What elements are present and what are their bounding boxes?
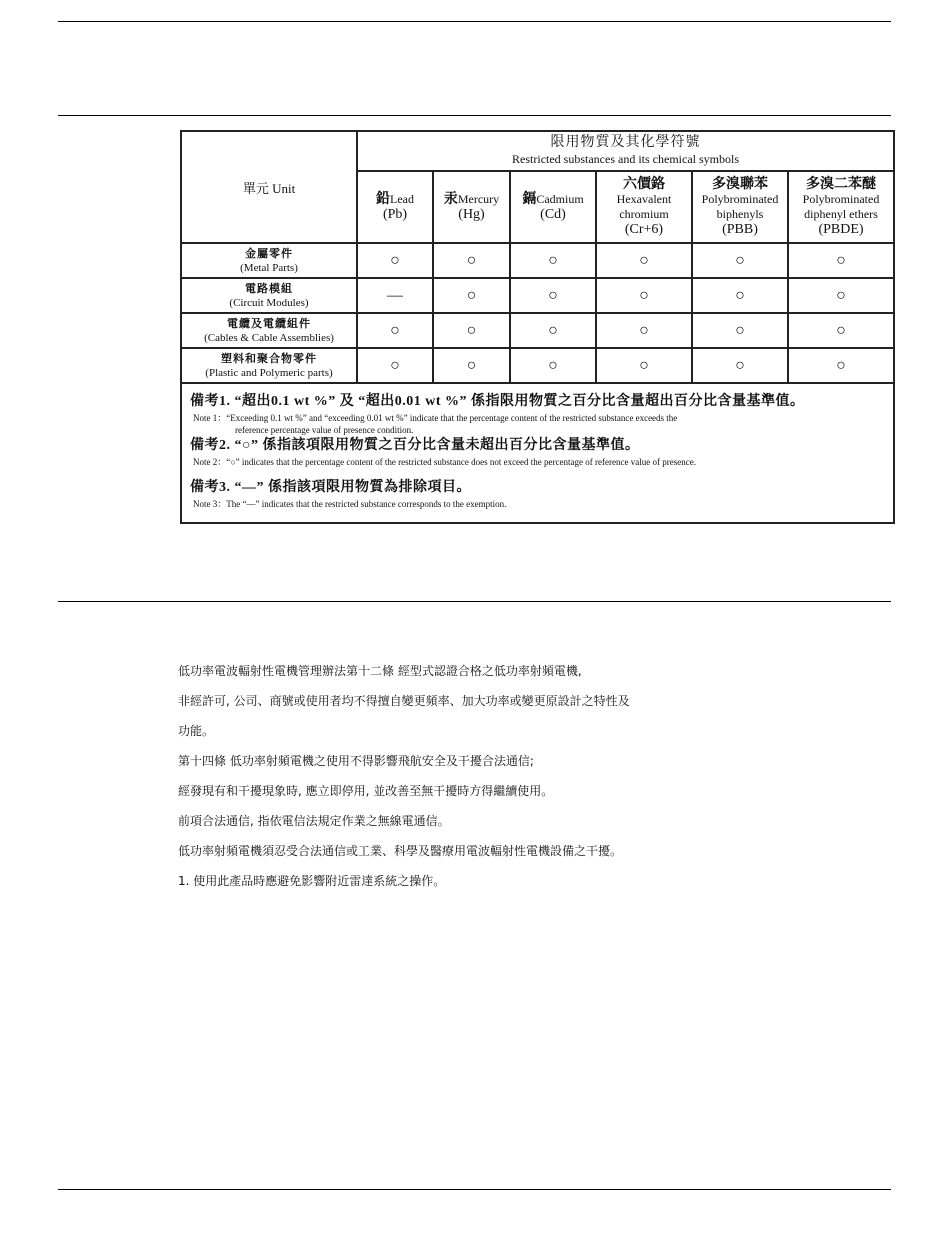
regulation-paragraph: 低功率電波輻射性電機管理辦法第十二條 經型式認證合格之低功率射頻電機, — [178, 664, 582, 678]
restricted-substances-table — [180, 130, 895, 524]
row-label-en: (Cables & Cable Assemblies) — [204, 331, 334, 344]
presence-mark: ○ — [510, 243, 596, 278]
row-label-en: (Circuit Modules) — [229, 296, 309, 309]
presence-mark: ○ — [692, 278, 788, 313]
table-row — [181, 278, 894, 313]
row-label-zh: 電纜及電纜組件 — [227, 317, 311, 330]
presence-mark: ○ — [596, 348, 692, 383]
regulation-paragraph: 非經許可, 公司、商號或使用者均不得擅自變更頻率、加大功率或變更原設計之特性及 — [178, 694, 630, 708]
row-label — [181, 313, 357, 348]
top-rule — [58, 21, 891, 22]
presence-mark: ○ — [357, 348, 433, 383]
substance-header — [510, 171, 596, 243]
substance-zh: 鎘 — [522, 192, 537, 207]
note-3-zh: 備考3. “—” 係指該項限用物質為排除項目。 — [190, 480, 471, 495]
substance-symbol: (Cd) — [540, 207, 566, 222]
presence-mark: ○ — [357, 243, 433, 278]
regulation-paragraph: 前項合法通信, 指依電信法規定作業之無線電通信。 — [178, 814, 450, 828]
substance-en: Cadmium — [536, 192, 584, 206]
presence-mark: ○ — [433, 243, 510, 278]
row-label-en: (Plastic and Polymeric parts) — [205, 366, 333, 379]
note-3-en: Note 3：The “—” indicates that the restricted substance corresponds to the exemption. — [193, 499, 507, 509]
substance-symbol: (Hg) — [458, 207, 485, 222]
substance-header — [692, 171, 788, 243]
substance-header — [433, 171, 510, 243]
substance-symbol: (Cr+6) — [624, 222, 664, 237]
presence-mark: ○ — [433, 278, 510, 313]
presence-mark: ○ — [596, 278, 692, 313]
unit-label: 單元 Unit — [242, 180, 296, 196]
presence-mark: ○ — [788, 313, 894, 348]
table-notes — [181, 383, 894, 523]
footer-rule — [58, 1189, 891, 1190]
restricted-substances-table-image — [180, 130, 893, 524]
substance-zh: 鉛 — [376, 192, 390, 207]
substances-header — [357, 131, 894, 171]
presence-mark: — — [357, 278, 433, 313]
substance-symbol: (Pb) — [382, 207, 408, 222]
substance-en: diphenyl ethers — [804, 207, 878, 221]
presence-mark: ○ — [596, 243, 692, 278]
row-label — [181, 348, 357, 383]
presence-mark: ○ — [433, 348, 510, 383]
substance-zh: 六價鉻 — [623, 177, 665, 192]
row-label-zh: 金屬零件 — [245, 247, 293, 260]
table-row — [181, 243, 894, 278]
substance-zh: 多溴聯苯 — [712, 177, 768, 192]
substance-symbol: (PBB) — [722, 222, 758, 237]
substance-zh: 汞 — [443, 192, 458, 207]
regulation-paragraph: 低功率射頻電機須忍受合法通信或工業、科學及醫療用電波輻射性電機設備之干擾。 — [178, 844, 623, 858]
regulation-paragraph: 1. 使用此產品時應避免影響附近雷達系統之操作。 — [178, 874, 446, 888]
presence-mark: ○ — [788, 243, 894, 278]
presence-mark: ○ — [510, 278, 596, 313]
substances-header-en: Restricted substances and its chemical symbols — [512, 152, 739, 166]
regulation-paragraph: 經發現有和干擾現象時, 應立即停用, 並改善至無干擾時方得繼續使用。 — [178, 784, 554, 798]
regulation-paragraph: 第十四條 低功率射頻電機之使用不得影響飛航安全及干擾合法通信; — [178, 754, 534, 768]
presence-mark: ○ — [433, 313, 510, 348]
presence-mark: ○ — [692, 243, 788, 278]
row-label — [181, 278, 357, 313]
row-label-zh: 電路模組 — [245, 282, 293, 295]
note-1-zh: 備考1. “超出0.1 wt %” 及 “超出0.01 wt %” 係指限用物質之百分比含量超出百分比含量基準值。 — [190, 394, 805, 409]
table-row — [181, 348, 894, 383]
presence-mark: ○ — [596, 313, 692, 348]
substance-en: chromium — [619, 207, 669, 221]
presence-mark: ○ — [510, 348, 596, 383]
substance-header — [596, 171, 692, 243]
row-label — [181, 243, 357, 278]
presence-mark: ○ — [510, 313, 596, 348]
section-rule — [58, 601, 891, 602]
row-label-zh: 塑料和聚合物零件 — [221, 352, 317, 365]
regulation-paragraph: 功能。 — [178, 724, 215, 738]
presence-mark: ○ — [692, 313, 788, 348]
presence-mark: ○ — [788, 278, 894, 313]
substance-en: Polybrominated — [802, 192, 880, 206]
substance-symbol: (PBDE) — [818, 222, 864, 237]
presence-mark: ○ — [357, 313, 433, 348]
section-rule — [58, 115, 891, 116]
substance-en: Hexavalent — [616, 192, 672, 206]
substance-en: Lead — [390, 192, 414, 206]
substances-header-zh: 限用物質及其化學符號 — [550, 135, 701, 150]
presence-mark: ○ — [692, 348, 788, 383]
substance-en: Mercury — [457, 192, 500, 206]
substance-zh: 多溴二苯醚 — [806, 177, 876, 192]
note-1-en: Note 1：“Exceeding 0.1 wt %” and “exceeding 0.01 wt %” indicate that the percentage content of the restricted substance exceeds the — [193, 413, 678, 423]
substance-en: Polybrominated — [701, 192, 779, 206]
row-label-en: (Metal Parts) — [240, 261, 298, 274]
unit-header — [181, 131, 357, 243]
substance-header — [357, 171, 433, 243]
note-2-zh: 備考2. “○” 係指該項限用物質之百分比含量未超出百分比含量基準值。 — [190, 438, 640, 453]
presence-mark: ○ — [788, 348, 894, 383]
table-row — [181, 313, 894, 348]
substance-en: biphenyls — [716, 207, 764, 221]
note-2-en: Note 2：“○” indicates that the percentage content of the restricted substance does not exceed the percentage of reference value of presence. — [193, 457, 696, 467]
substance-header — [788, 171, 894, 243]
note-1-en-cont: reference percentage value of presence condition. — [235, 425, 414, 435]
